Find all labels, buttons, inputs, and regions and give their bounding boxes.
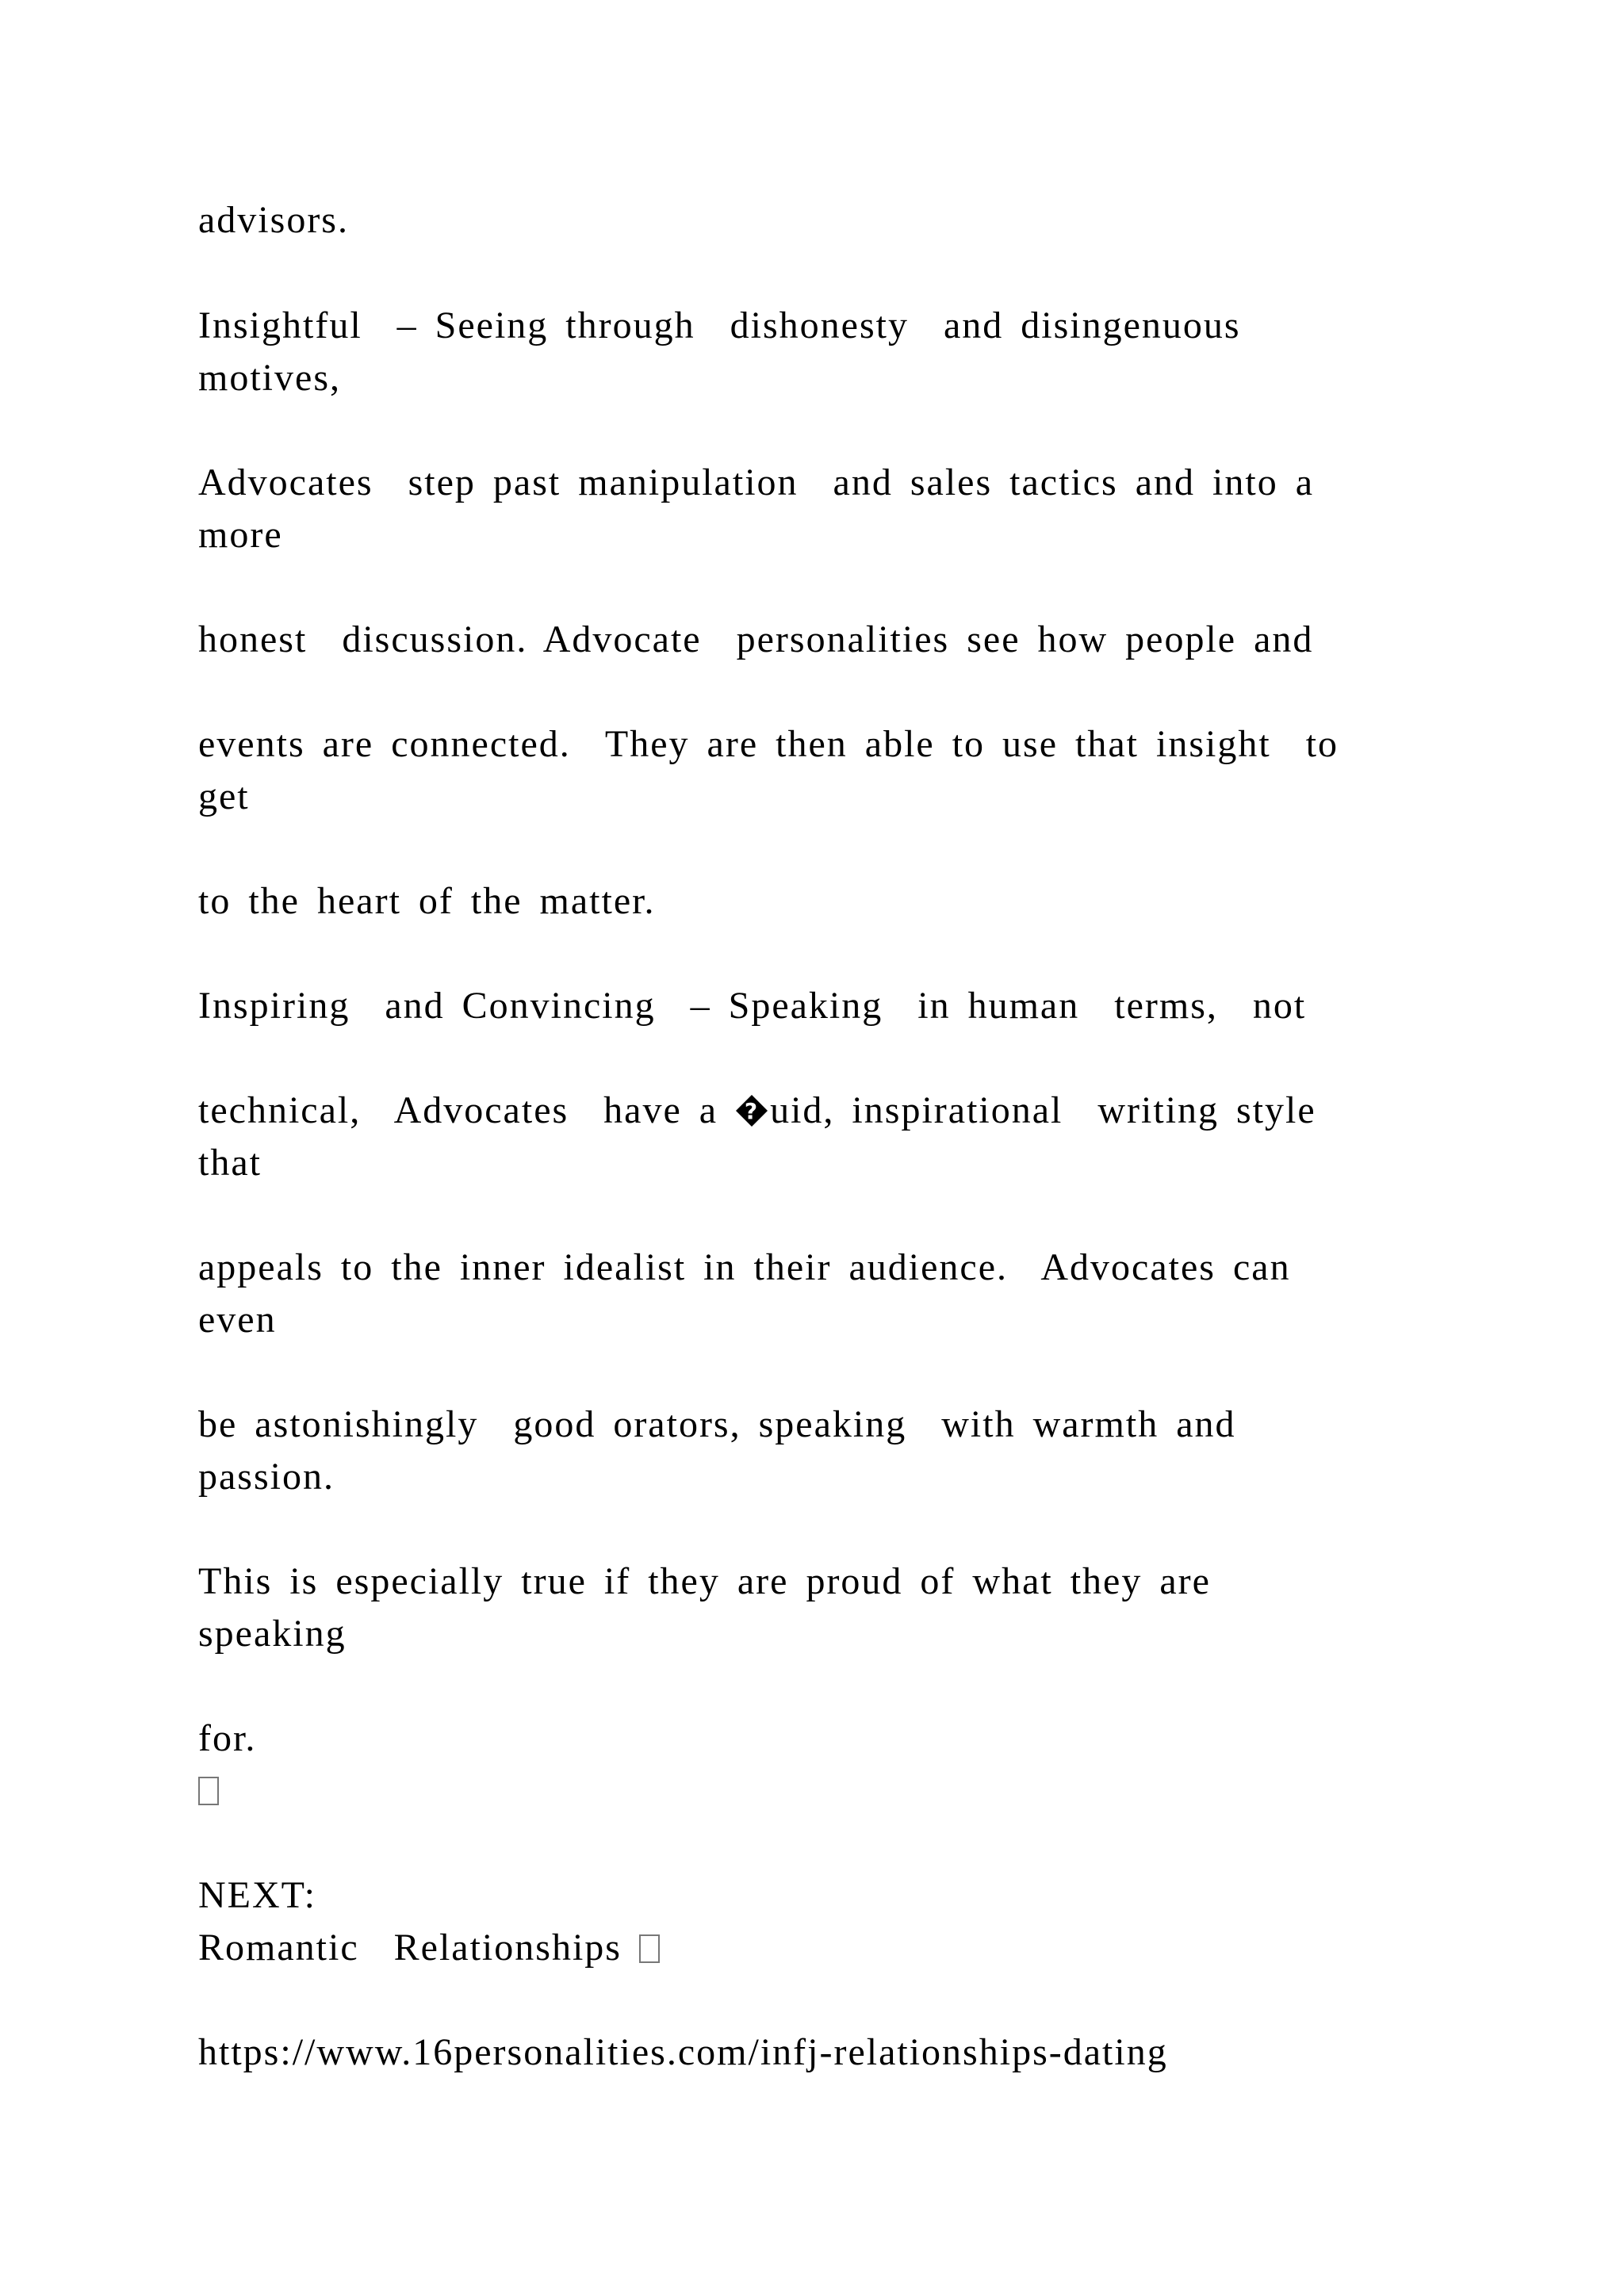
text-line-12: that [198, 1142, 262, 1184]
text-line-11-end: uid, inspirational writing style [770, 1089, 1316, 1131]
source-url: https://www.16personalities.com/infj-relationships-dating [198, 2031, 1168, 2073]
text-line-3: motives, [198, 357, 341, 399]
text-line-9: to the heart of the matter. [198, 880, 656, 922]
missing-glyph-line [198, 1765, 1435, 1816]
text-line-7: events are connected. They are then able to use that insight to [198, 723, 1339, 765]
text-line-6: honest discussion. Advocate personalities see how people and [198, 618, 1314, 660]
text-line-16: passion. [198, 1456, 335, 1498]
next-link-line [198, 1923, 1435, 1973]
text-line-1: advisors. [198, 199, 349, 241]
text-line-11-start: technical, Advocates have a [198, 1089, 736, 1131]
text-line-17: This is especially true if they are proud of what they are [198, 1560, 1211, 1602]
replacement-character-icon [735, 1094, 768, 1127]
text-line-8: get [198, 775, 250, 817]
text-line-10: Inspiring and Convincing – Speaking in human terms, not [198, 985, 1307, 1027]
text-line-18: speaking [198, 1613, 347, 1655]
text-line-14: even [198, 1299, 277, 1341]
text-line-11 [198, 1085, 1435, 1136]
missing-glyph-icon [198, 1777, 219, 1805]
text-line-5: more [198, 514, 283, 556]
missing-glyph-icon [639, 1934, 660, 1963]
next-link-text: Romantic Relationships [198, 1927, 639, 1969]
text-line-13: appeals to the inner idealist in their audience. Advocates can [198, 1246, 1291, 1288]
text-line-15: be astonishingly good orators, speaking with warmth and [198, 1403, 1236, 1445]
next-label: NEXT: [198, 1874, 316, 1916]
text-line-2: Insightful – Seeing through dishonesty and disingenuous [198, 304, 1241, 346]
svg-text:?: ? [744, 1098, 760, 1124]
text-line-4: Advocates step past manipulation and sales tactics and into a [198, 461, 1315, 503]
text-line-19: for. [198, 1717, 257, 1759]
